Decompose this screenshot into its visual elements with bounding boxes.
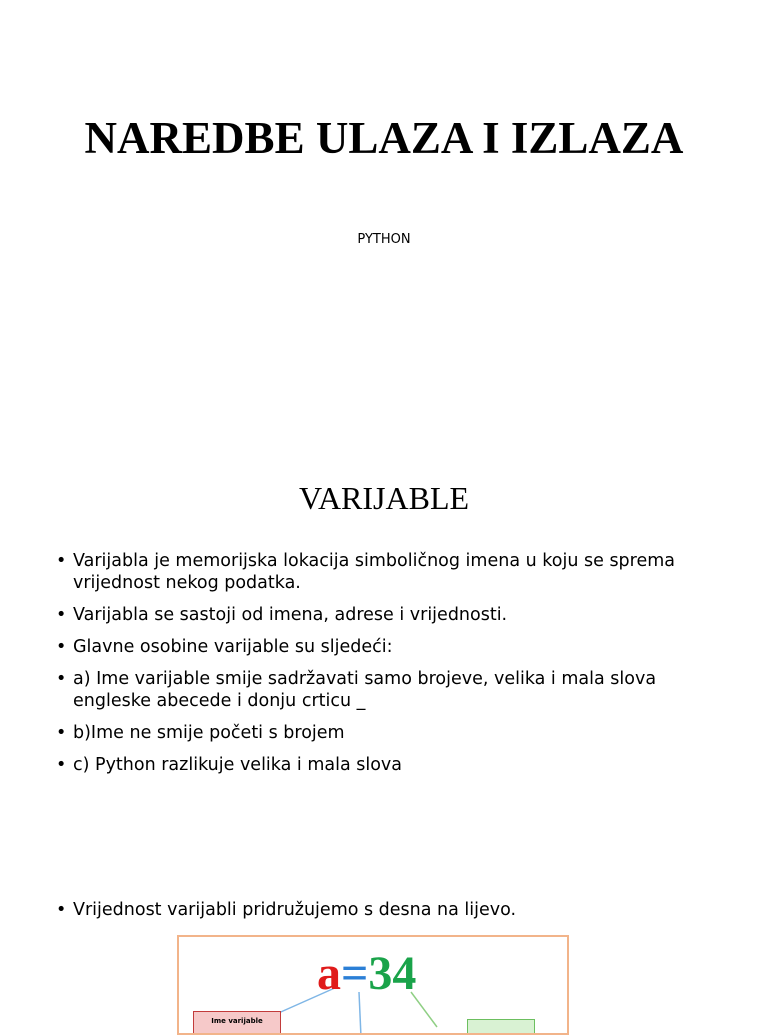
bullet-icon: •: [56, 755, 67, 775]
list-item: [56, 604, 716, 626]
list-item-text: c) Python razlikuje velika i mala slova: [73, 755, 403, 775]
list-item: [56, 754, 716, 776]
list-item: [56, 550, 716, 594]
list-item: [56, 636, 716, 658]
bullet-icon: •: [56, 605, 67, 625]
list-item-text: b)Ime ne smije početi s brojem: [73, 723, 345, 743]
list-item-text: Glavne osobine varijable su sljedeći:: [73, 637, 393, 657]
list-item-text: Vrijednost varijabli pridružujemo s desna na lijevo.: [73, 900, 517, 920]
assignment-operator: =: [341, 947, 369, 1000]
bullet-icon: •: [56, 637, 67, 657]
slide-title: VARIJABLE: [298, 480, 470, 516]
slide-subtitle: PYTHON: [357, 232, 411, 247]
content-slide: [0, 432, 768, 1024]
list-item: [56, 899, 733, 921]
bullet-icon: •: [56, 551, 67, 571]
bullet-icon: •: [56, 723, 67, 743]
list-item-text: a) Ime varijable smije sadržavati samo brojeve, velika i mala slova engleske abecede i donju crticu _: [73, 669, 657, 711]
bullet-icon: •: [56, 900, 67, 920]
assignment-expression: [317, 949, 416, 999]
bullet-icon: •: [56, 669, 67, 689]
list-item-text: Varijabla se sastoji od imena, adrese i vrijednosti.: [73, 605, 508, 625]
title-slide: [0, 0, 768, 432]
slide-title: NAREDBE ULAZA I IZLAZA: [84, 113, 684, 163]
assignment-diagram: [177, 935, 569, 1035]
variable-value: 34: [368, 947, 417, 1000]
list-item: [56, 722, 716, 744]
list-item-text: Varijabla je memorijska lokacija simboličnog imena u koju se sprema vrijednost nekog podatka.: [73, 551, 676, 593]
variable-name: a: [317, 947, 341, 1000]
name-label-box: Ime varijable: [193, 1011, 281, 1035]
list-item: [56, 668, 716, 712]
value-label-box: [467, 1019, 535, 1035]
bullet-list: [56, 550, 716, 786]
